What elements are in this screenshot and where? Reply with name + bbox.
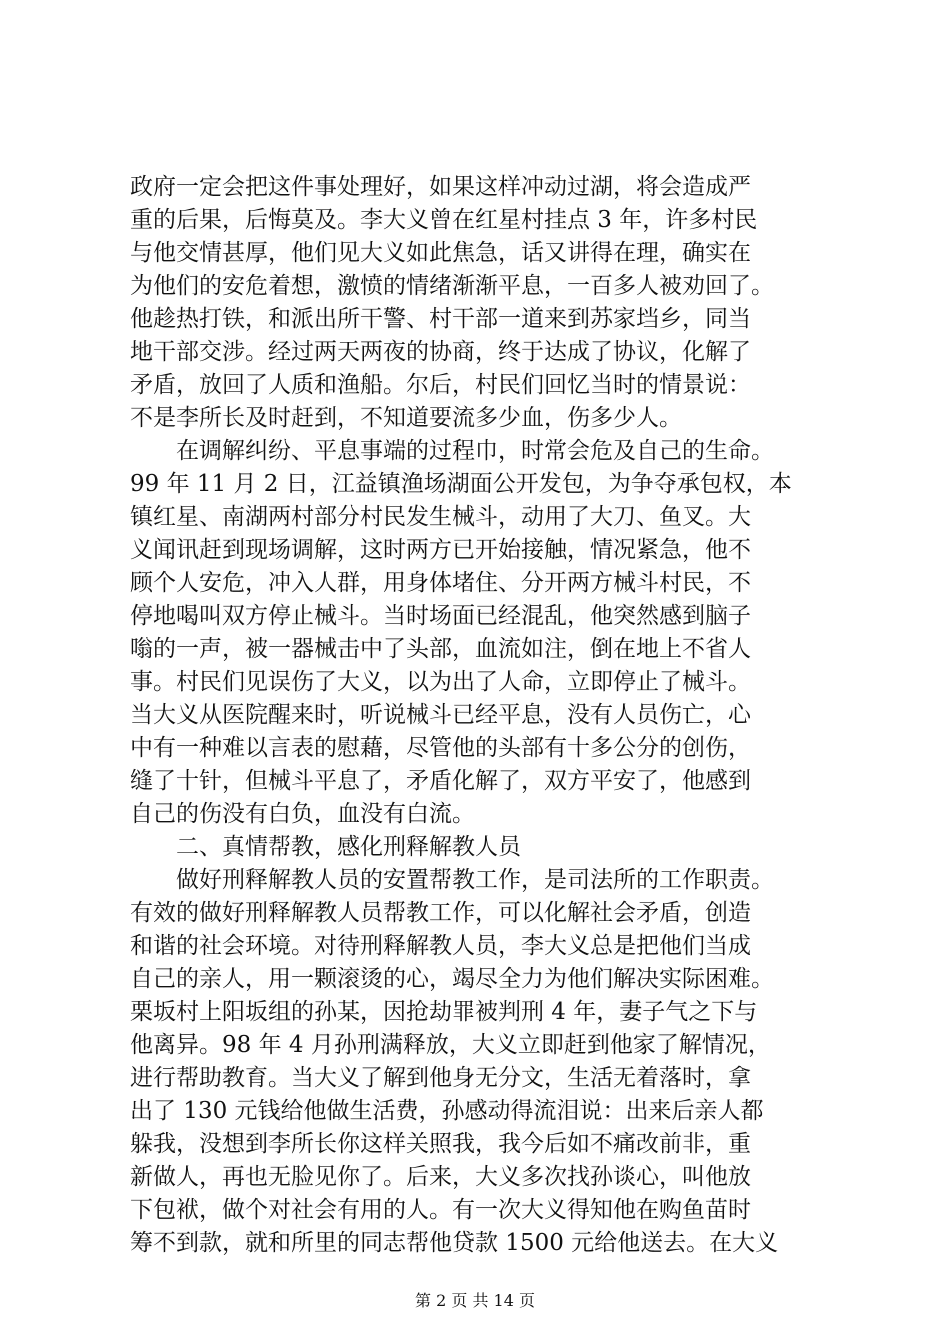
section-heading: 二、真情帮教，感化刑释解教人员 <box>176 834 521 860</box>
text-line: 缝了十针，但械斗平息了，矛盾化解了，双方平安了，他感到 <box>130 768 751 794</box>
text-line: 政府一定会把这件事处理好，如果这样冲动过湖，将会造成严 <box>130 174 751 200</box>
text-line: 有效的做好刑释解教人员帮教工作，可以化解社会矛盾，创造 <box>130 900 751 926</box>
text-line: 重的后果，后悔莫及。李大义曾在红星村挂点 3 年，许多村民 <box>130 207 758 233</box>
text-line: 事。村民们见误伤了大义，以为出了人命，立即停止了械斗。 <box>130 669 751 695</box>
text-line: 他趁热打铁，和派出所干警、村干部一道来到苏家垱乡，同当 <box>130 306 751 332</box>
text-line: 进行帮助教育。当大义了解到他身无分文，生活无着落时，拿 <box>130 1065 751 1091</box>
text-line: 当大义从医院醒来时，听说械斗已经平息，没有人员伤亡，心 <box>130 702 751 728</box>
text-line: 中有一种难以言表的慰藉，尽管他的头部有十多公分的创伤， <box>130 735 751 761</box>
text-line: 地干部交涉。经过两天两夜的协商，终于达成了协议，化解了 <box>130 339 751 365</box>
text-line: 和谐的社会环境。对待刑释解教人员，李大义总是把他们当成 <box>130 933 751 959</box>
text-line: 栗坂村上阳坂组的孙某，因抢劫罪被判刑 4 年，妻子气之下与 <box>130 999 758 1025</box>
text-line: 他离异。98 年 4 月孙刑满释放，大义立即赶到他家了解情况， <box>130 1032 771 1058</box>
text-line: 与他交情甚厚，他们见大义如此焦急，话又讲得在理，确实在 <box>130 240 751 266</box>
paragraph-start-line: 做好刑释解教人员的安置帮教工作，是司法所的工作职责。 <box>176 867 774 893</box>
paragraph-start-line: 在调解纠纷、平息事端的过程巾，时常会危及自己的生命。 <box>176 438 774 464</box>
text-line: 出了 130 元钱给他做生活费，孙感动得流泪说：出来后亲人都 <box>130 1098 764 1124</box>
page-number-footer: 第 2 页 共 14 页 <box>415 1291 535 1310</box>
text-line: 镇红星、南湖两村部分村民发生械斗，动用了大刀、鱼叉。大 <box>130 504 751 530</box>
text-line: 下包袱，做个对社会有用的人。有一次大义得知他在购鱼苗时 <box>130 1197 751 1223</box>
text-line: 不是李所长及时赶到，不知道要流多少血，伤多少人。 <box>130 405 682 431</box>
text-line: 99 年 11 月 2 日，江益镇渔场湖面公开发包，为争夺承包权，本 <box>130 471 792 497</box>
text-line: 嗡的一声，被一器械击中了头部，血流如注，倒在地上不省人 <box>130 636 751 662</box>
text-line: 新做人，再也无脸见你了。后来，大义多次找孙谈心，叫他放 <box>130 1164 751 1190</box>
text-line: 为他们的安危着想，激愤的情绪渐渐平息，一百多人被劝回了。 <box>130 273 774 299</box>
text-line: 矛盾，放回了人质和渔船。尔后，村民们回忆当时的情景说： <box>130 372 751 398</box>
text-line: 筹不到款，就和所里的同志帮他贷款 1500 元给他送去。在大义 <box>130 1230 779 1256</box>
text-line: 自己的伤没有白负，血没有白流。 <box>130 801 475 827</box>
text-line: 自己的亲人，用一颗滚烫的心，竭尽全力为他们解决实际困难。 <box>130 966 774 992</box>
text-line: 顾个人安危，冲入人群，用身体堵住、分开两方械斗村民，不 <box>130 570 751 596</box>
text-line: 停地喝叫双方停止械斗。当时场面已经混乱，他突然感到脑子 <box>130 603 751 629</box>
text-line: 躲我，没想到李所长你这样关照我，我今后如不痛改前非，重 <box>130 1131 751 1157</box>
text-line: 义闻讯赶到现场调解，这时两方已开始接触，情况紧急，他不 <box>130 537 751 563</box>
